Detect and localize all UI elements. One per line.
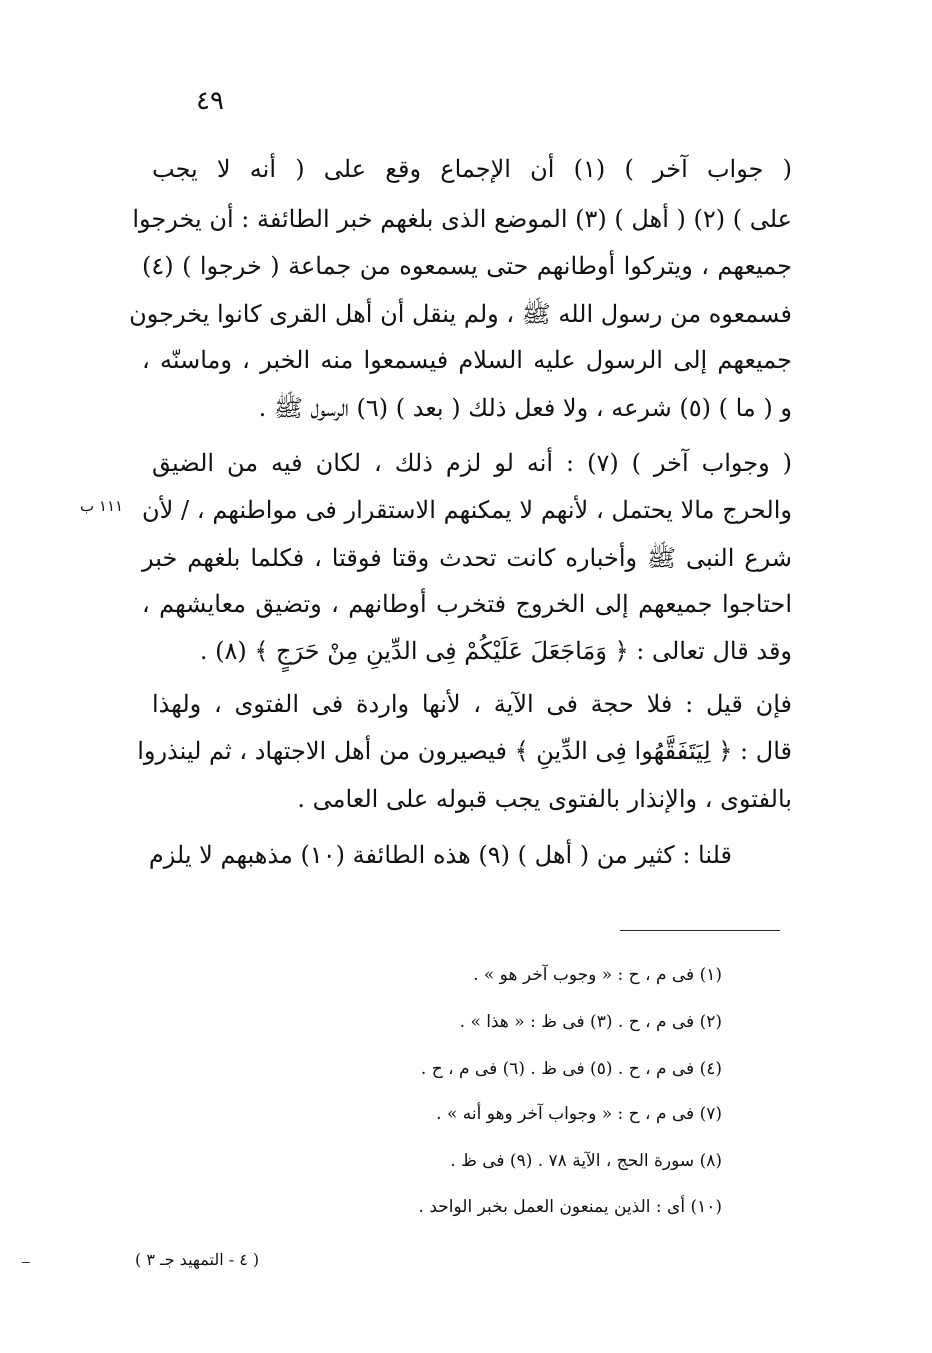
body-line: فإن قيل : فلا حجة فى الآية ، لأنها واردة فى الفتوى ، ولهذا — [152, 690, 792, 718]
footnote: (١) فى م ، ح : « وجوب آخر هو » . — [473, 965, 722, 985]
body-line: قال : ﴿ لِيَتَفَقَّهُوا فِى الدِّينِ ﴾ فيصيرون من أهل الاجتهاد ، ثم لينذروا — [137, 737, 792, 765]
footnote: (٢) فى م ، ح . (٣) فى ظ : « هذا » . — [459, 1012, 722, 1032]
body-line: بالفتوى ، والإنذار بالفتوى يجب قبوله على العامى . — [297, 785, 792, 813]
signature-mark: ( ٤ - التمهيد جـ ٣ ) — [135, 1250, 260, 1269]
body-line: احتاجوا جميعهم إلى الخروج فتخرب أوطانهم ، وتضيق معايشهم ، — [142, 590, 792, 618]
footnote: (١٠) أى : الذين يمنعون العمل بخبر الواحد . — [418, 1197, 722, 1217]
body-line: ( وجواب آخر ) (٧) : أنه لو لزم ذلك ، لكان فيه من الضيق — [152, 449, 793, 477]
body-line: و ( ما ) (٥) شرعه ، ولا فعل ذلك ( بعد ) (٦) الرسول ﷺ . — [258, 394, 792, 422]
body-line: قلنا : كثير من ( أهل ) (٩) هذه الطائفة (١٠) مذهبهم لا يلزم — [148, 841, 732, 869]
page-number: ٤٩ — [196, 86, 224, 116]
body-line: وقد قال تعالى : ﴿ وَمَاجَعَلَ عَلَيْكُمْ فِى الدِّينِ مِنْ حَرَجٍ ﴾ (٨) . — [199, 637, 792, 665]
body-line: على ) (٢) ( أهل ) (٣) الموضع الذى بلغهم خبر الطائفة : أن يخرجوا — [132, 205, 792, 233]
footnote-rule — [620, 930, 780, 931]
body-line: جميعهم إلى الرسول عليه السلام فيسمعوا منه الخبر ، وماسنّه ، — [142, 346, 792, 374]
footnote: (٤) فى م ، ح . (٥) فى ظ . (٦) فى م ، ح . — [420, 1059, 722, 1079]
margin-folio-note: ١١١ ب — [80, 497, 124, 515]
stray-mark — [22, 1262, 30, 1263]
footnote: (٨) سورة الحج ، الآية ٧٨ . (٩) فى ظ . — [450, 1151, 722, 1171]
body-line: والحرج مالا يحتمل ، لأنهم لا يمكنهم الاستقرار فى مواطنهم ، / لأن — [142, 496, 792, 524]
body-line: فسمعوه من رسول الله ﷺ ، ولم ينقل أن أهل القرى كانوا يخرجون — [129, 300, 792, 328]
body-line: ( جواب آخر ) (١) أن الإجماع وقع على ( أنه لا يجب — [152, 155, 792, 183]
body-line: جميعهم ، ويتركوا أوطانهم حتى يسمعوه من جماعة ( خرجوا ) (٤) — [142, 252, 792, 280]
body-line: شرع النبى ﷺ وأخباره كانت تحدث وقتا فوقتا ، فكلما بلغهم خبر — [142, 544, 792, 572]
footnote: (٧) فى م ، ح : « وجواب آخر وهو أنه » . — [436, 1104, 722, 1124]
